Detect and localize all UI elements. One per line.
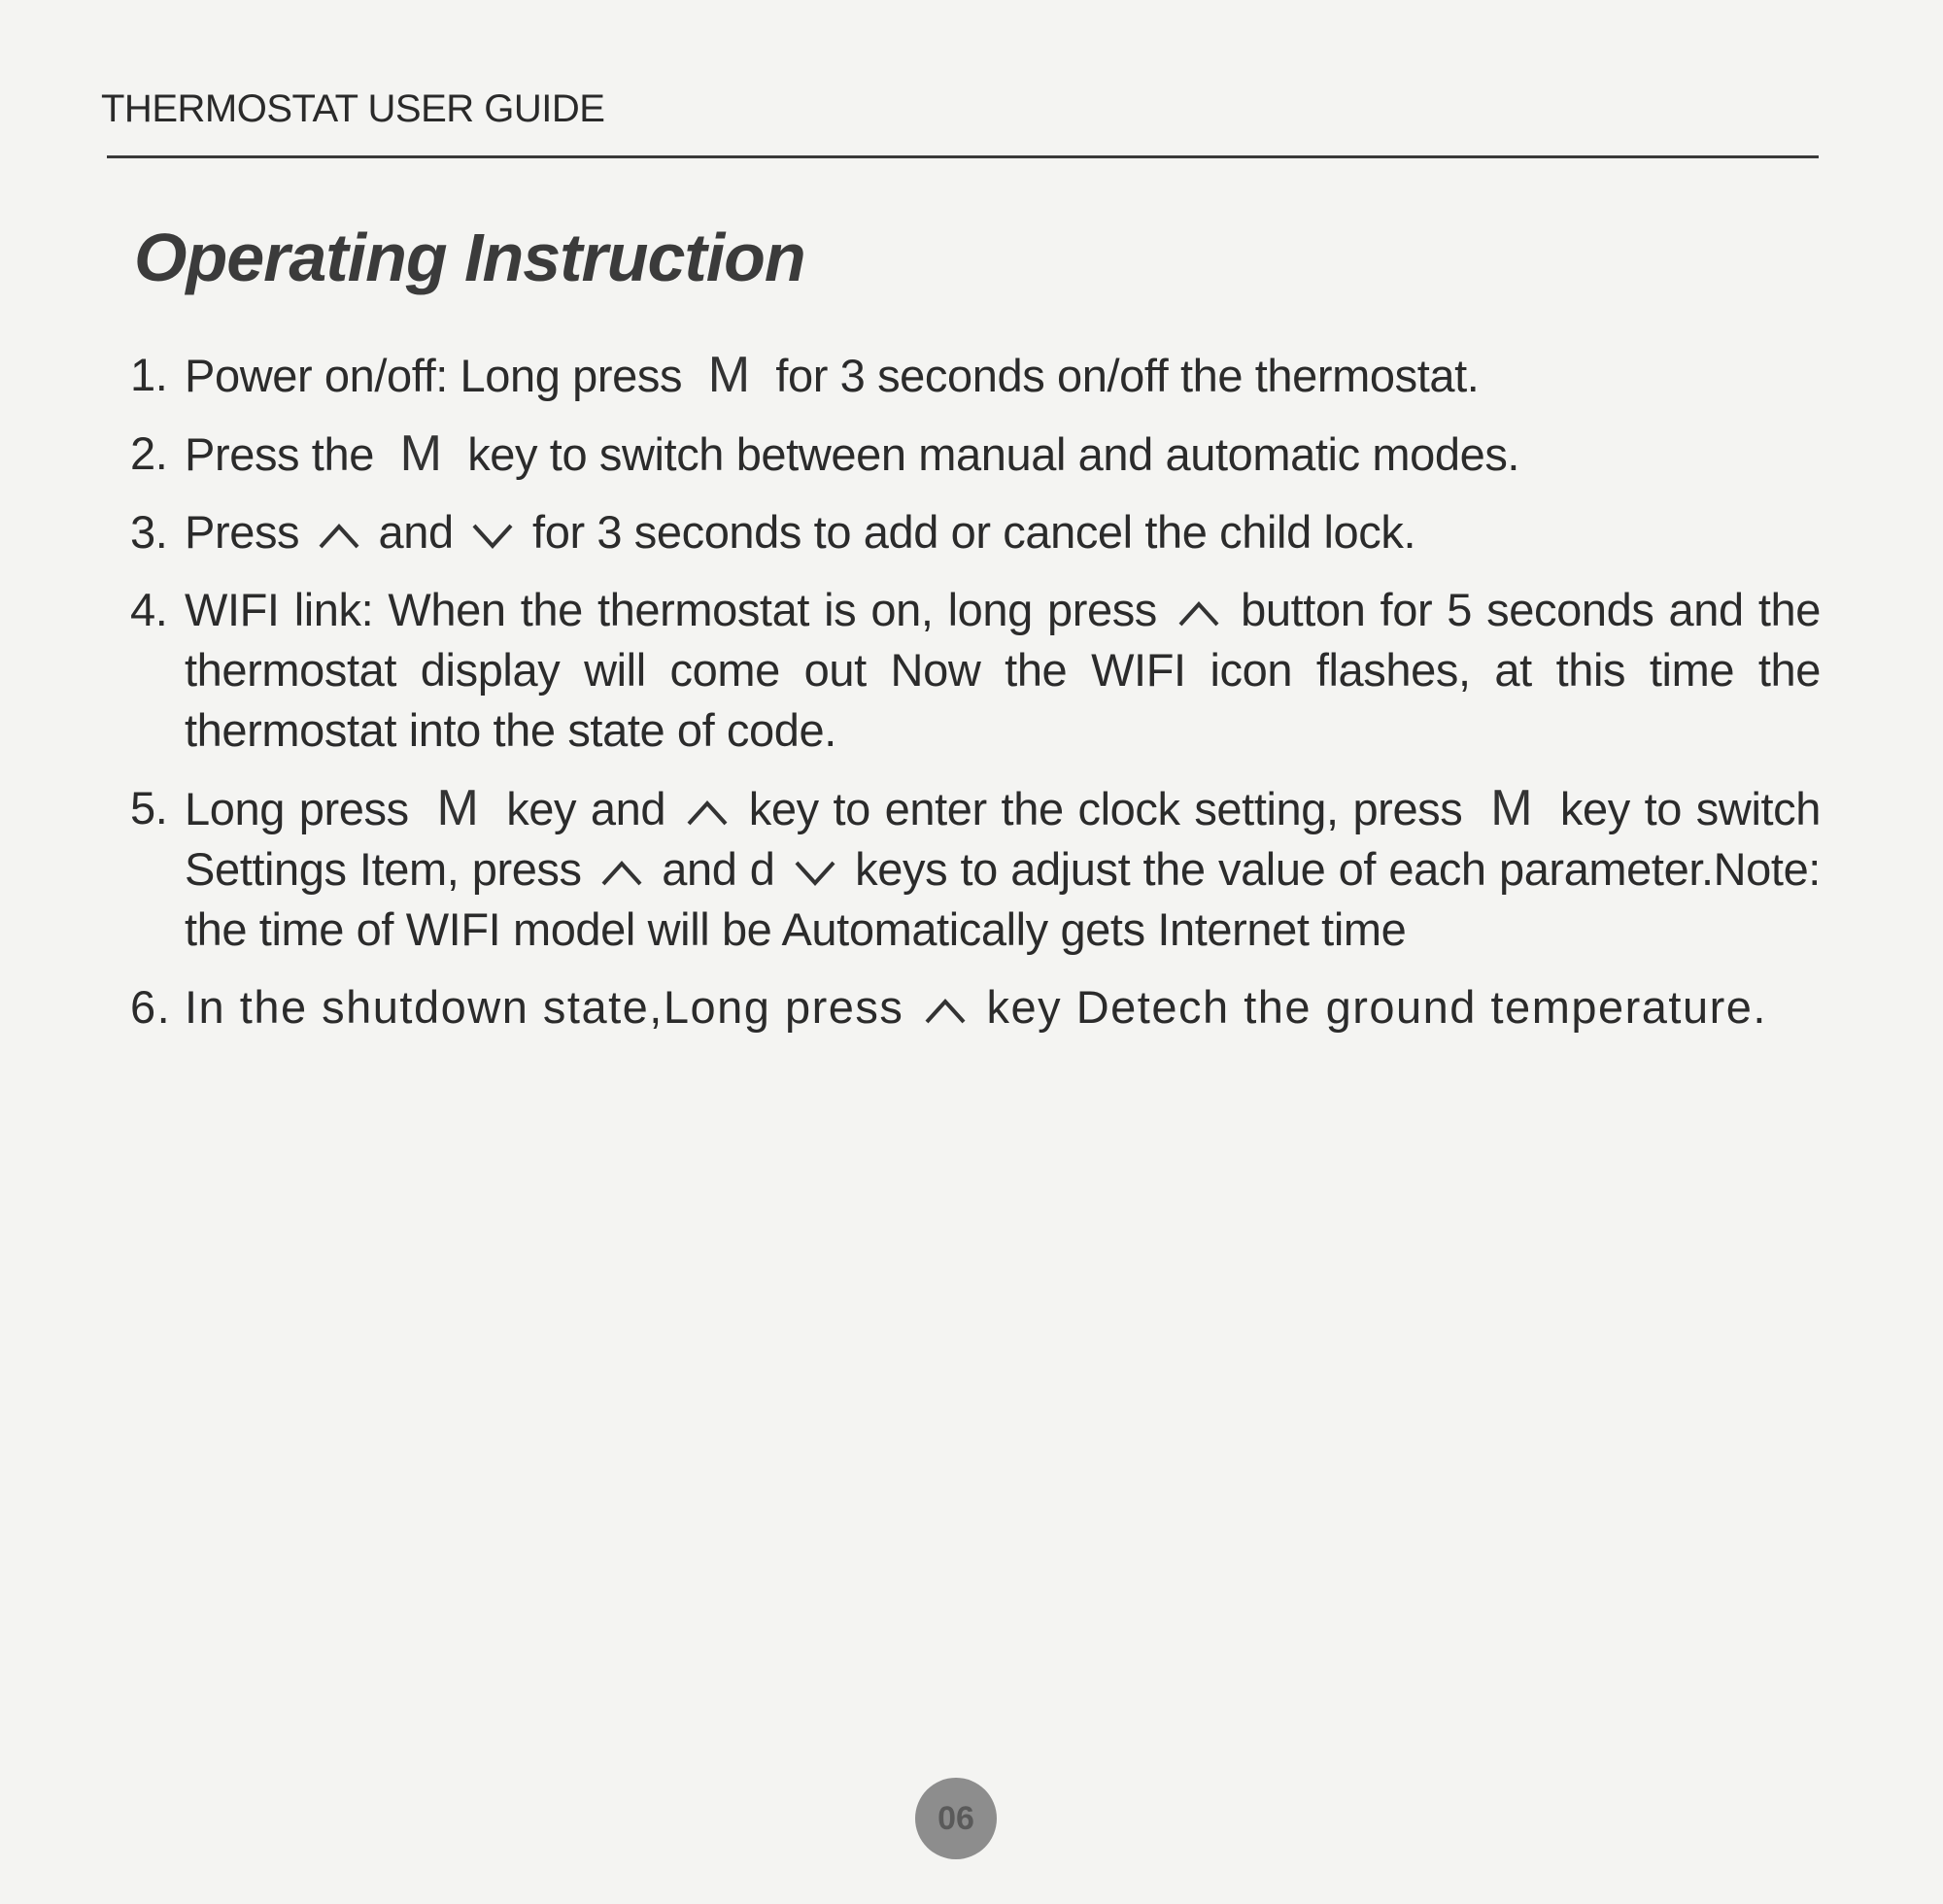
instruction-item (130, 778, 1821, 960)
instruction-number: 2. (130, 427, 168, 479)
instruction-text: WIFI link: When the thermostat is on, long press (185, 584, 1157, 635)
caret-down-icon (794, 860, 836, 887)
m-key-label: M (399, 425, 442, 482)
instruction-number: 3. (130, 506, 168, 558)
instruction-text: key to switch between manual and automatic modes. (467, 428, 1520, 480)
caret-up-icon (600, 860, 643, 887)
instruction-item (130, 977, 1821, 1037)
instruction-text: Press (185, 506, 300, 558)
instruction-text: key to switch Settings Item, press (185, 783, 1821, 895)
instruction-text: for 3 seconds on/off the thermostat. (775, 350, 1480, 401)
instruction-item (130, 580, 1821, 761)
header-divider (107, 155, 1819, 158)
page-title: Operating Instruction (134, 220, 805, 295)
m-key-label: M (1490, 780, 1533, 836)
m-key-label: M (436, 780, 479, 836)
instruction-text: In the shutdown state,Long press (185, 981, 904, 1033)
instruction-list (130, 345, 1821, 1055)
header-label: THERMOSTAT USER GUIDE (101, 87, 605, 130)
instruction-item (130, 424, 1821, 485)
caret-up-icon (318, 523, 360, 550)
instruction-number: 6. (130, 981, 172, 1033)
m-key-label: M (707, 347, 750, 403)
instruction-item (130, 345, 1821, 406)
caret-up-icon (686, 799, 729, 827)
instruction-text: key and (506, 783, 666, 834)
instruction-text: key Detech the ground temperature. (986, 981, 1767, 1033)
instruction-number: 5. (130, 782, 168, 833)
page-number-badge: 06 (915, 1778, 997, 1859)
instruction-text: keys to adjust the value of each parameter.Note: the time of WIFI model will be Automatically gets Internet time (185, 843, 1821, 955)
instruction-text: Press the (185, 428, 374, 480)
instruction-text: and (378, 506, 454, 558)
instruction-number: 1. (130, 349, 168, 400)
caret-up-icon (924, 998, 967, 1025)
instruction-text: button for 5 seconds and the thermostat display will come out Now the WIFI icon flashes, at this time the thermostat into the state of code. (185, 584, 1821, 756)
instruction-item (130, 502, 1821, 562)
instruction-text: key to enter the clock setting, press (748, 783, 1463, 834)
caret-down-icon (471, 523, 514, 550)
instruction-text: and d (662, 843, 775, 895)
caret-up-icon (1177, 600, 1220, 628)
instruction-text: Long press (185, 783, 409, 834)
instruction-text: for 3 seconds to add or cancel the child lock. (532, 506, 1416, 558)
instruction-number: 4. (130, 584, 168, 635)
instruction-text: Power on/off: Long press (185, 350, 683, 401)
